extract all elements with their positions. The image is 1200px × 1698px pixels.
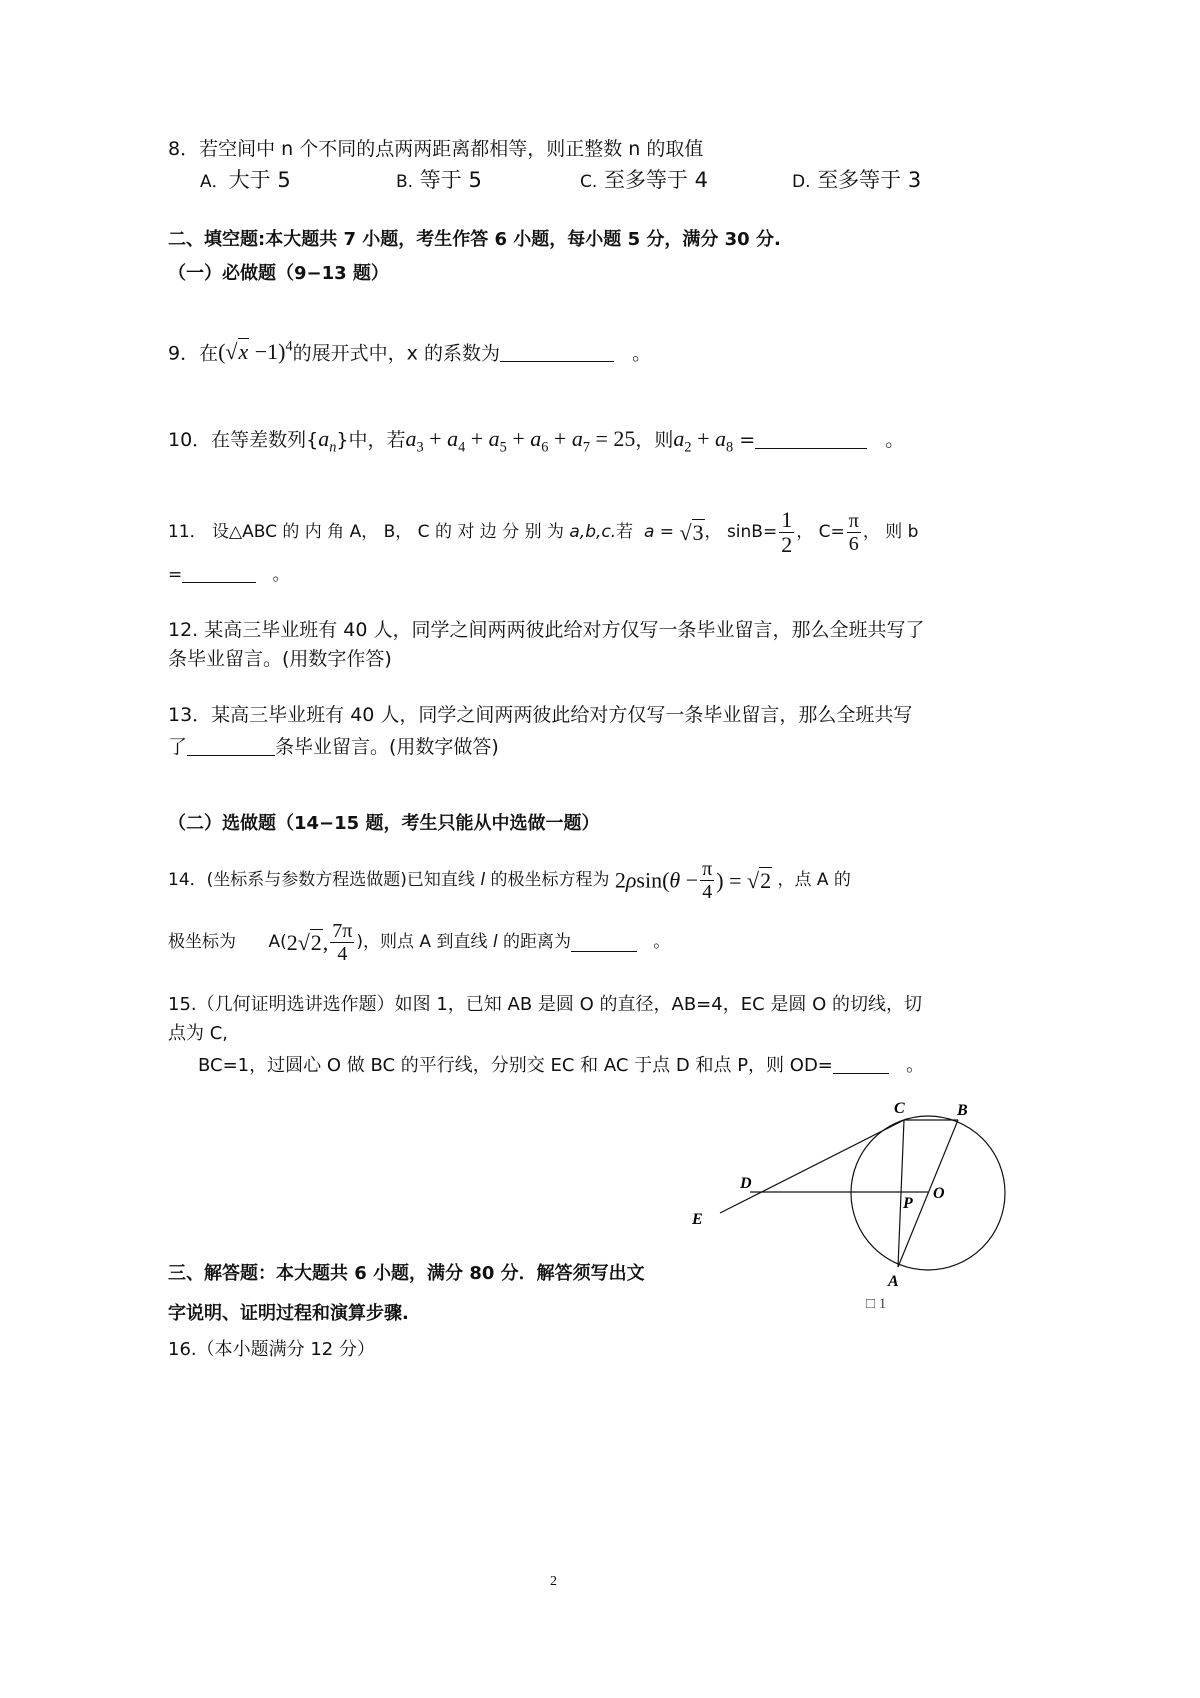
q14-answer-blank — [571, 934, 637, 952]
section2-title: 二、填空题:本大题共 7 小题，考生作答 6 小题，每小题 5 分，满分 30 分. — [168, 229, 781, 250]
q14-equation: 2ρsin(θ − — [614, 867, 699, 893]
tangent-ec — [720, 1120, 904, 1213]
q15-line2: 点为 C, — [168, 1023, 229, 1044]
q14-line1: 14．(坐标系与参数方程选做题)已知直线 l 的极坐标方程为 2ρsin(θ − $\frac{\pi}{4}$ ) = √2 ，点 A 的 — [168, 858, 851, 903]
q11-line1: 11． 设△ABC 的 内 角 A， B， C 的 对 边 分 别 为 a,b,c.若 a = √3， sinB= $\frac{1}{2}$ ， C= $\frac{\pi}{6}$ ， 则 b — [168, 507, 919, 558]
q13-line1: 13．某高三毕业班有 40 人，同学之间两两彼此给对方仅写一条毕业留言，那么全班共写 — [168, 704, 913, 726]
diameter-ab — [898, 1120, 958, 1267]
q8-option-a: A．大于 5 — [200, 168, 291, 192]
section2-required-heading: （一）必做题（9−13 题） — [168, 263, 389, 284]
q10: 10．在等差数列$\{a_n\}$中，若$a_3 + a_4 + a_5 + a_6 + a_7 = 25$，则$a_2 + a_8$ = 。 — [168, 426, 905, 456]
label-e: E — [692, 1211, 703, 1228]
label-p: P — [903, 1195, 913, 1212]
label-a: A — [888, 1273, 899, 1290]
q10-answer-blank — [755, 429, 867, 449]
q8-option-c: C. 至多等于 4 — [580, 168, 709, 192]
q11-line2: = 。 — [168, 565, 290, 585]
q8-option-d: D. 至多等于 3 — [792, 168, 922, 192]
q9-expression: $(√x -1)^4$ — [218, 339, 293, 365]
label-o: O — [933, 1185, 945, 1202]
q11-answer-blank — [182, 565, 256, 583]
q10-target: $a_2 + a_8$ — [673, 426, 734, 456]
figure-1-circle-diagram — [680, 1090, 1040, 1320]
q9-answer-blank — [500, 342, 614, 362]
q11-a-value: √3 — [679, 519, 704, 545]
q11-sinb-fraction: $\frac{1}{2}$ — [781, 507, 793, 558]
q13-line2: 了 条毕业留言。(用数字做答) — [168, 736, 499, 758]
q14-pi-fraction: $\frac{\pi}{4}$ — [702, 858, 713, 903]
figure-1-caption: □ 1 — [866, 1296, 887, 1312]
q16-heading: 16.（本小题满分 12 分） — [168, 1339, 375, 1360]
q8-option-b: B. 等于 5 — [396, 168, 482, 192]
q14-line2: 极坐标为 A(2√2, $\frac{7\pi}{4}$ )，则点 A 到直线 l 的距离为 。 — [168, 920, 671, 965]
segment-ca — [898, 1120, 904, 1267]
q15-answer-blank — [833, 1055, 889, 1074]
q10-sequence-term: $a_n$ — [318, 426, 337, 456]
q12-line2: 条毕业留言。(用数字作答) — [168, 648, 392, 670]
q8-stem: 8．若空间中 n 个不同的点两两距离都相等，则正整数 n 的取值 — [168, 138, 704, 160]
q13-answer-blank — [187, 736, 275, 756]
q14-radius: 2√2, — [286, 929, 329, 955]
section3-title-line2: 字说明、证明过程和演算步骤. — [168, 1303, 409, 1324]
q15-line1: 15.（几何证明选讲选作题）如图 1，已知 AB 是圆 O 的直径，AB=4，EC 是圆 O 的切线，切 — [168, 994, 922, 1015]
section3-title-line1: 三、解答题：本大题共 6 小题，满分 80 分．解答须写出文 — [168, 1263, 645, 1284]
q10-equation: $a_3 + a_4 + a_5 + a_6 + a_7 = 25$ — [405, 426, 636, 456]
q15-line3: BC=1，过圆心 O 做 BC 的平行线，分别交 EC 和 AC 于点 D 和点 P，则 OD= 。 — [198, 1055, 925, 1076]
q14-angle-fraction: $\frac{7\pi}{4}$ — [332, 920, 353, 965]
label-b: B — [957, 1102, 968, 1119]
section2-optional-heading: （二）选做题（14−15 题，考生只能从中选做一题） — [168, 813, 600, 834]
q9: 9．在$(√x -1)^4$的展开式中，x 的系数为 。 — [168, 339, 652, 365]
label-d: D — [740, 1175, 752, 1192]
label-c: C — [894, 1100, 905, 1117]
q12-line1: 12. 某高三毕业班有 40 人，同学之间两两彼此给对方仅写一条毕业留言，那么全班共写了 — [168, 619, 925, 641]
page-number: 2 — [550, 1574, 557, 1589]
q11-c-fraction: $\frac{\pi}{6}$ — [848, 510, 859, 556]
